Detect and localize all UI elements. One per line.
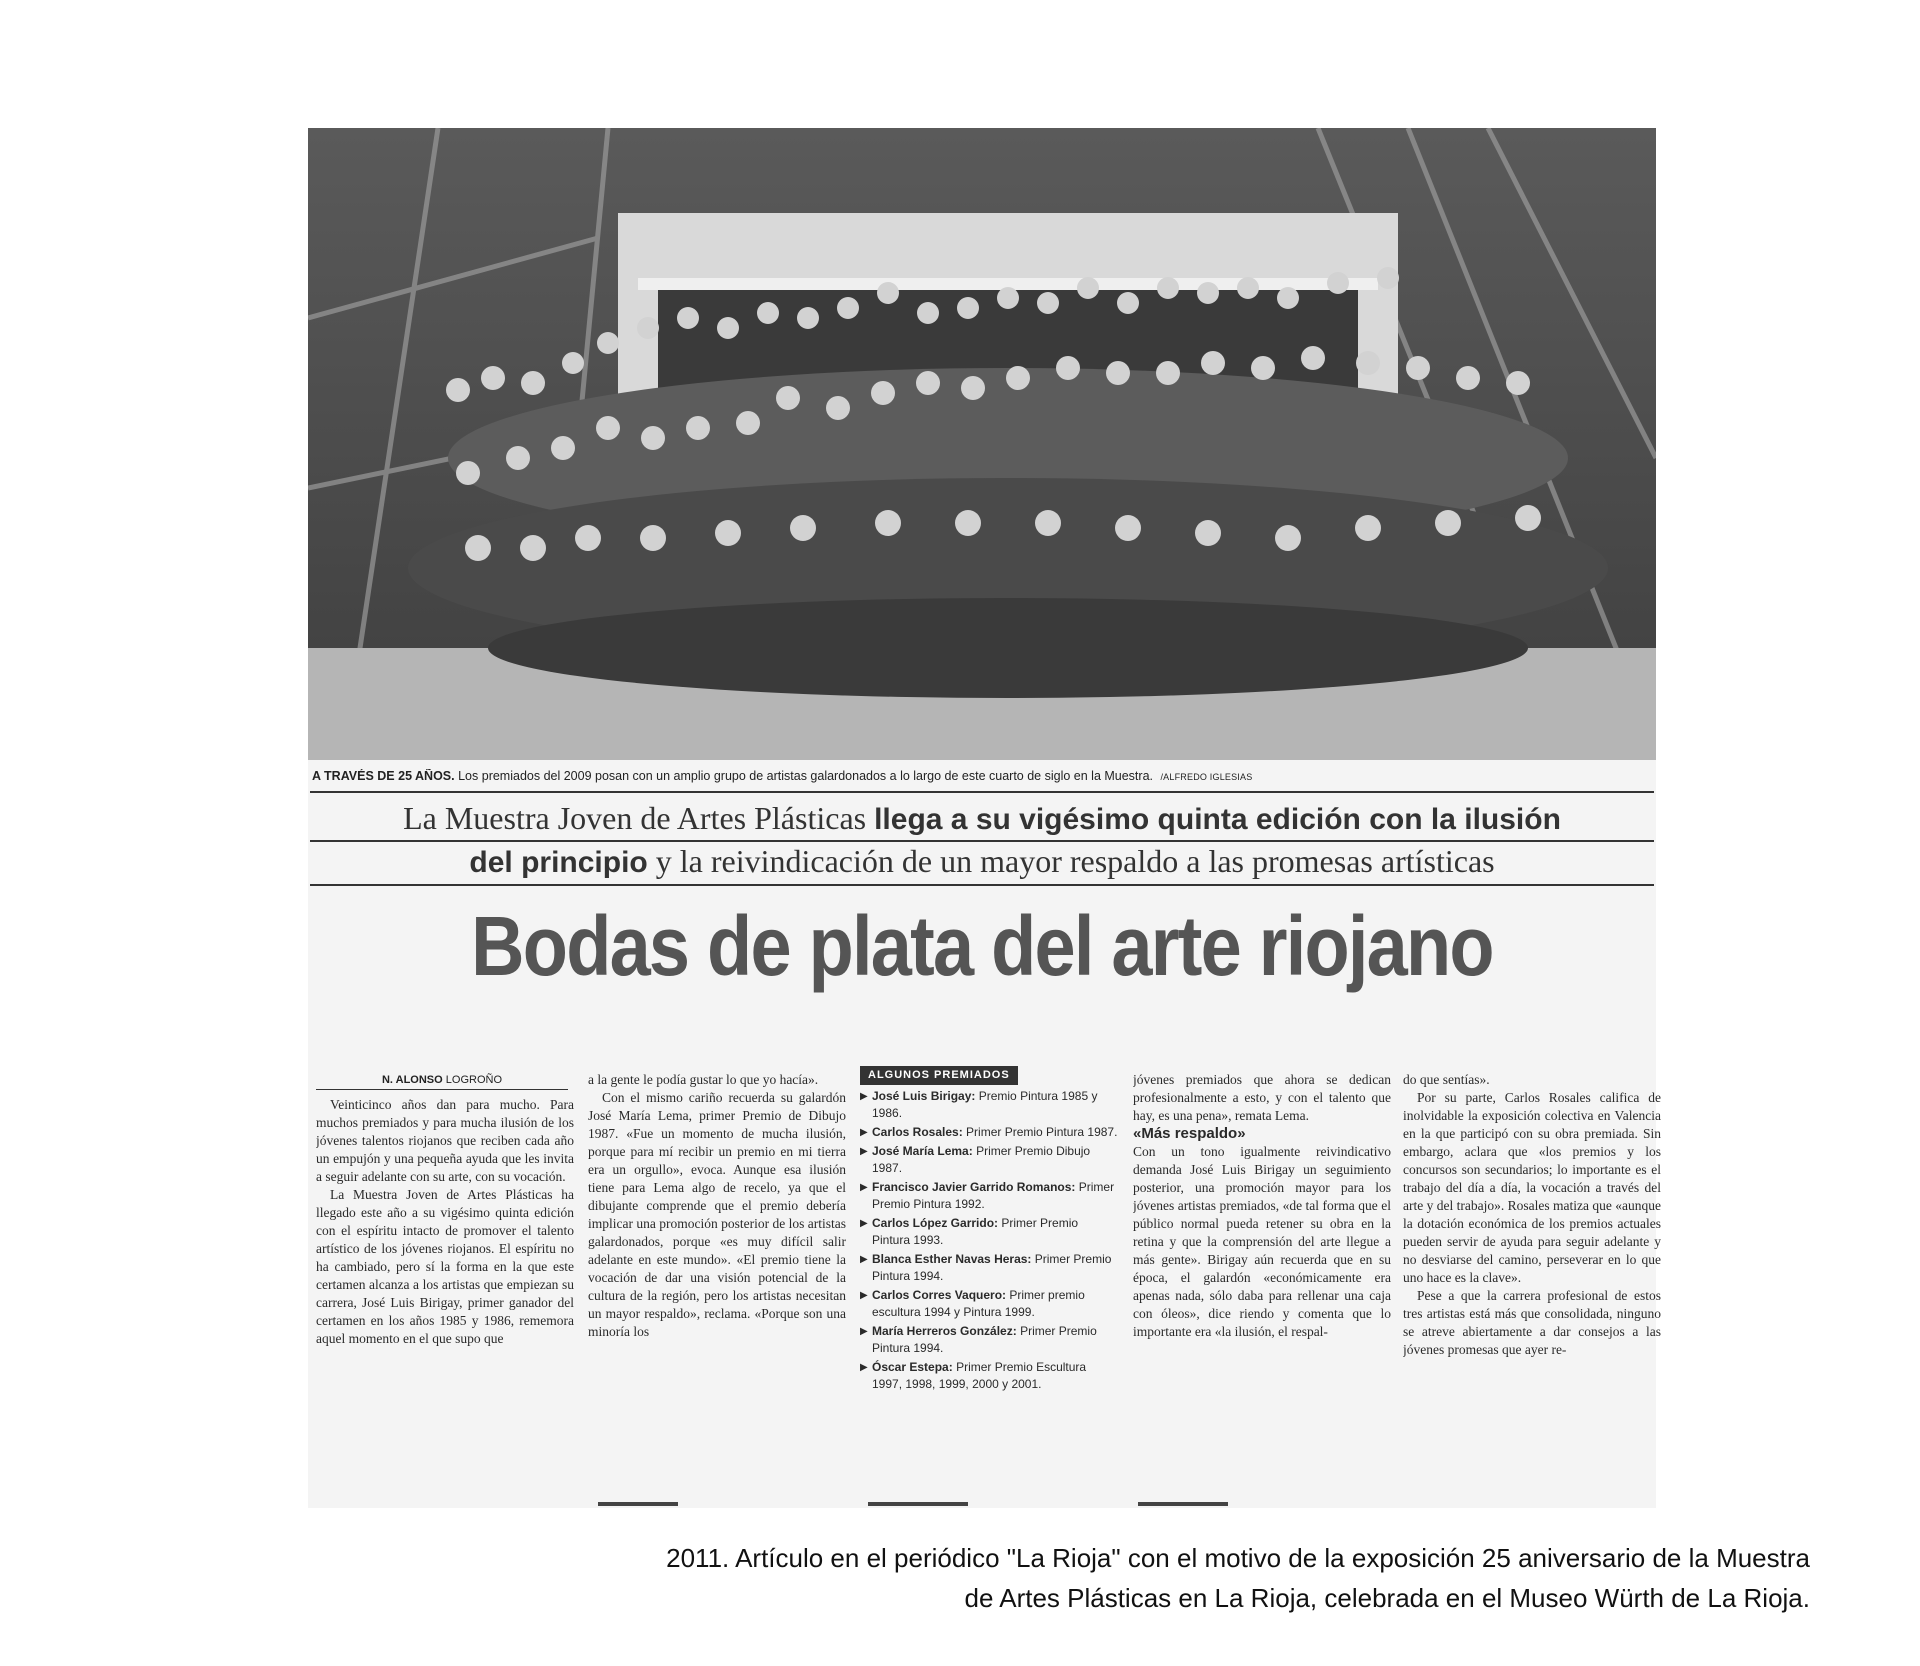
dek-rule-middle (310, 840, 1654, 842)
newspaper-clipping (308, 128, 1661, 1508)
dek-line1-bold: llega a su vigésimo quinta edición con la ilusión (874, 803, 1561, 836)
award-text: Primer Premio Pintura 1994. (872, 1324, 1097, 1355)
award-item (860, 1088, 1118, 1122)
cutoff-mark (598, 1502, 678, 1506)
caption-lead: A TRAVÉS DE 25 AÑOS. (312, 769, 455, 783)
award-text: Primer premio escultura 1994 y Pintura 1999. (872, 1288, 1085, 1319)
award-name: Óscar Estepa: (872, 1360, 953, 1374)
award-name: Carlos Corres Vaquero: (872, 1288, 1007, 1302)
dek-line2-bold: del principio (469, 846, 648, 879)
dek-line1-regular: La Muestra Joven de Artes Plásticas (403, 800, 867, 836)
award-text: Primer Premio Pintura 1992. (872, 1180, 1115, 1211)
caption-text: Los premiados del 2009 posan con un amplio grupo de artistas galardonados a lo largo de este cuarto de siglo en la Muestra. (458, 769, 1153, 783)
award-item (860, 1251, 1118, 1285)
article-column-5 (1403, 1071, 1661, 1501)
award-name: José Luis Birigay: (872, 1089, 976, 1103)
dek-rule-top (310, 791, 1654, 793)
headline: Bodas de plata del arte riojano (471, 899, 1493, 993)
photo-credit: /ALFREDO IGLESIAS (1160, 772, 1253, 782)
byline (316, 1074, 568, 1090)
column-paragraph: Con el mismo cariño recuerda su galardón José María Lema, primer Premio de Dibujo 1987. «Fue un momento de mucha ilusión, porque para mí recibir un premio en mi tierra era un orgullo», evoca. Aunque esa ilusión tiene para Lema algo de recelo, ya que el dibujante comprende que el premio debería implicar una promoción posterior de los artistas galardonados, porque «es muy difícil salir adelante en este mundo». «El premio tiene la vocación de dar una visión potencial de la cultura de la región, pero los artistas necesitan un mayor respaldo», reclama. «Porque son una minoría los (588, 1090, 846, 1339)
group-photo (308, 128, 1656, 760)
award-item (860, 1143, 1118, 1177)
award-name: Carlos Rosales: (872, 1125, 963, 1139)
award-item (860, 1359, 1118, 1393)
award-item (860, 1323, 1118, 1357)
award-text: Primer Premio Pintura 1993. (872, 1216, 1079, 1247)
dek-line-1 (308, 800, 1656, 837)
column-paragraph: do que sentías». (1403, 1072, 1490, 1087)
group-photo-graphic (308, 128, 1656, 760)
cutoff-mark (1138, 1502, 1228, 1506)
awards-box (860, 1066, 1118, 1501)
column-paragraph: Veinticinco años dan para mucho. Para muchos premiados y para mucha ilusión de los jóvenes talentos riojanos que reciben cada año un empujón y una pequeña ayuda que les invita a seguir adelante con su arte, con su vocación. (316, 1097, 574, 1184)
award-text: Primer Premio Dibujo 1987. (872, 1144, 1091, 1175)
column-paragraph: Pese a que la carrera profesional de estos tres artistas está más que consolidada, ninguno se atreve abiertamente a dar consejos a las jóvenes promesas que ayer re- (1403, 1288, 1661, 1357)
award-name: Carlos López Garrido: (872, 1216, 999, 1230)
award-name: Francisco Javier Garrido Romanos: (872, 1180, 1076, 1194)
article-column-2 (588, 1071, 846, 1501)
award-item (860, 1287, 1118, 1321)
column-paragraph: a la gente le podía gustar lo que yo hacía». (588, 1072, 819, 1087)
footnote-line-2: de Artes Plásticas en La Rioja, celebrada en el Museo Würth de La Rioja. (964, 1583, 1810, 1613)
dek-rule-bottom (310, 884, 1654, 886)
column-paragraph: Con un tono igualmente reivindicativo demanda José Luis Birigay un seguimiento posterior, una promoción mayor para los jóvenes artistas premiados, «de tal forma que el público normal pueda retener su obra en la retina y que la comprensión del arte llegue a más gente». Birigay aún recuerda que en su época, el galardón «económicamente era apenas nada, sólo daba para rellenar una caja con óleos», dice riendo y comenta que lo importante era «la ilusión, el respal- (1133, 1144, 1391, 1339)
cutoff-mark (868, 1502, 968, 1506)
award-text: Premio Pintura 1985 y 1986. (872, 1089, 1098, 1120)
award-name: María Herreros González: (872, 1324, 1017, 1338)
award-text: Primer Premio Pintura 1987. (966, 1125, 1118, 1139)
byline-place: LOGROÑO (445, 1074, 502, 1086)
award-item (860, 1215, 1118, 1249)
award-name: Blanca Esther Navas Heras: (872, 1252, 1032, 1266)
article-column-1 (316, 1096, 574, 1501)
byline-author: N. ALONSO (381, 1074, 443, 1086)
award-item (860, 1124, 1118, 1141)
column-paragraph: Por su parte, Carlos Rosales califica de inolvidable la exposición colectiva en Valencia en la que participó con su obra premiada. Sin embargo, aclara que «los premios y los concursos son secundarios; lo importante es el trabajo del día a día, la vocación a través del arte y del trabajo». Rosales matiza que «aunque la dotación económica de los premios actuales pueden servir de ayuda para seguir adelante y no desviarse del camino, perseverar en lo que uno hace es la clave». (1403, 1090, 1661, 1285)
dek-line2-regular: y la reivindicación de un mayor respaldo a las promesas artísticas (655, 843, 1495, 879)
footnote-line-1: 2011. Artículo en el periódico "La Rioja" con el motivo de la exposición 25 aniversario de la Muestra (666, 1543, 1810, 1573)
award-text: Primer Premio Pintura 1994. (872, 1252, 1112, 1283)
photo-caption (312, 769, 1652, 783)
awards-label: ALGUNOS PREMIADOS (860, 1066, 1018, 1085)
column-paragraph: La Muestra Joven de Artes Plásticas ha llegado este año a su vigésimo quinta edición con el espíritu intacto de promover el talento artístico de los jóvenes riojanos. El espíritu no ha cambiado, pero sí la forma en la que este certamen alcanza a los artistas que empiezan su carrera, José Luis Birigay, primer ganador del certamen en los años 1985 y 1986, rememora aquel momento en el que supo que (316, 1187, 574, 1346)
award-text: Primer Premio Escultura 1997, 1998, 1999, 2000 y 2001. (872, 1360, 1087, 1391)
award-item (860, 1179, 1118, 1213)
article-column-4 (1133, 1071, 1391, 1501)
column-paragraph: jóvenes premiados que ahora se dedican profesionalmente a esto, y con el talento que hay, es una pena», remata Lema. (1133, 1072, 1391, 1123)
award-name: José María Lema: (872, 1144, 973, 1158)
dek-line-2 (308, 843, 1656, 880)
column-subhead: «Más respaldo» (1133, 1125, 1246, 1142)
